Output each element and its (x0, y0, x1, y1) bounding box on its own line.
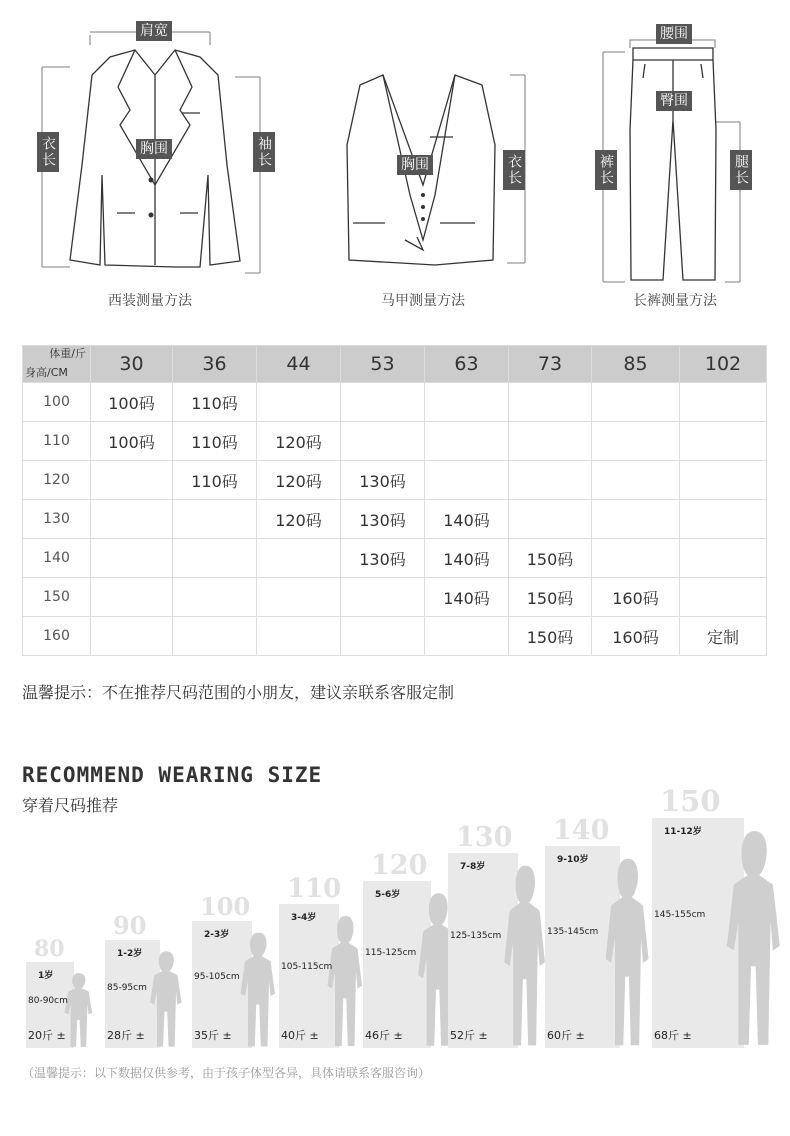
pants-length-label: 裤长 (595, 150, 617, 190)
age-label: 9-10岁 (557, 855, 589, 865)
weight-header: 44 (257, 346, 341, 383)
size-cell (592, 383, 680, 422)
table-corner-cell (23, 346, 91, 383)
size-cell (173, 617, 257, 656)
corner-weight-label: 体重/斤 (49, 347, 86, 360)
height-range-label: 85-95cm (107, 983, 147, 993)
suit-sleeve-label: 袖长 (253, 132, 275, 172)
table-row (23, 383, 767, 422)
size-cell (257, 578, 341, 617)
size-cell (680, 539, 767, 578)
size-cell: 160码 (592, 617, 680, 656)
size-cell (341, 422, 425, 461)
height-cell: 120 (23, 461, 91, 500)
size-cell (173, 578, 257, 617)
size-cell: 定制 (680, 617, 767, 656)
size-cell (592, 500, 680, 539)
age-label: 11-12岁 (664, 827, 702, 837)
weight-label: 40斤 ± (281, 1029, 319, 1042)
size-cell (91, 461, 173, 500)
size-table (22, 345, 767, 656)
size-number: 100 (200, 892, 251, 921)
weight-label: 20斤 ± (28, 1029, 66, 1042)
size-tip: 温馨提示：不在推荐尺码范围的小朋友，建议亲联系客服定制 (22, 683, 455, 702)
child-silhouette-icon (720, 828, 789, 1048)
size-cell: 110码 (173, 461, 257, 500)
size-number: 120 (371, 850, 428, 881)
size-cell (509, 383, 592, 422)
weight-header: 36 (173, 346, 257, 383)
table-row (23, 578, 767, 617)
size-cell: 130码 (341, 539, 425, 578)
size-cell (592, 422, 680, 461)
height-cell: 110 (23, 422, 91, 461)
table-row (23, 500, 767, 539)
height-range-label: 145-155cm (654, 910, 706, 920)
size-number: 80 (34, 936, 65, 962)
height-cell: 160 (23, 617, 91, 656)
weight-label: 46斤 ± (365, 1029, 403, 1042)
age-label: 1岁 (38, 971, 54, 981)
height-range-label: 115-125cm (365, 948, 417, 958)
size-cell: 140码 (425, 500, 509, 539)
size-cell (680, 500, 767, 539)
size-cell: 130码 (341, 500, 425, 539)
child-silhouette-icon (600, 856, 656, 1048)
suit-shoulder-label: 肩宽 (136, 21, 172, 41)
table-row (23, 422, 767, 461)
size-number: 140 (553, 815, 610, 846)
height-range-label: 95-105cm (194, 972, 240, 982)
recommend-title-en: RECOMMEND WEARING SIZE (22, 763, 323, 787)
size-cell (509, 461, 592, 500)
size-cell (425, 461, 509, 500)
height-range-label: 80-90cm (28, 996, 68, 1006)
height-cell: 150 (23, 578, 91, 617)
size-cell: 130码 (341, 461, 425, 500)
weight-label: 28斤 ± (107, 1029, 145, 1042)
size-cell: 100码 (91, 422, 173, 461)
size-cell (91, 539, 173, 578)
corner-height-label: 身高/CM (25, 366, 68, 379)
size-cell: 150码 (509, 539, 592, 578)
size-cell (257, 539, 341, 578)
size-cell (509, 500, 592, 539)
age-label: 1-2岁 (117, 949, 143, 959)
size-cell: 150码 (509, 578, 592, 617)
size-cell: 160码 (592, 578, 680, 617)
size-cell (680, 422, 767, 461)
height-cell: 100 (23, 383, 91, 422)
size-cell (341, 578, 425, 617)
size-cell (509, 422, 592, 461)
size-cell (91, 617, 173, 656)
age-label: 5-6岁 (375, 890, 401, 900)
size-cell: 110码 (173, 383, 257, 422)
size-cell (173, 500, 257, 539)
child-silhouette-icon (61, 972, 97, 1048)
vest-chest-label: 胸围 (397, 155, 433, 175)
suit-caption: 西装测量方法 (108, 293, 192, 309)
weight-label: 60斤 ± (547, 1029, 585, 1042)
size-cell: 100码 (91, 383, 173, 422)
size-cell (91, 578, 173, 617)
suit-chest-label: 胸围 (136, 139, 172, 159)
size-number: 90 (113, 911, 147, 940)
pants-waist-label: 腰围 (656, 24, 692, 44)
size-cell (91, 500, 173, 539)
size-number: 130 (456, 822, 513, 853)
size-cell (341, 617, 425, 656)
weight-label: 68斤 ± (654, 1029, 692, 1042)
child-silhouette-icon (323, 914, 368, 1048)
table-header-row (23, 346, 767, 383)
child-silhouette-icon (146, 950, 187, 1048)
size-cell (425, 617, 509, 656)
size-cell: 120码 (257, 461, 341, 500)
size-cell (257, 617, 341, 656)
height-range-label: 105-115cm (281, 962, 333, 972)
height-range-label: 125-135cm (450, 931, 502, 941)
table-row (23, 461, 767, 500)
size-cell: 140码 (425, 539, 509, 578)
age-label: 2-3岁 (204, 930, 230, 940)
size-cell (680, 461, 767, 500)
suit-length-label: 衣长 (37, 132, 59, 172)
weight-header: 53 (341, 346, 425, 383)
size-cell (257, 383, 341, 422)
age-label: 3-4岁 (291, 913, 317, 923)
size-cell (592, 461, 680, 500)
footnote: （温馨提示：以下数据仅供参考，由于孩子体型各异，具体请联系客服咨询） (22, 1066, 431, 1080)
weight-label: 52斤 ± (450, 1029, 488, 1042)
size-cell: 140码 (425, 578, 509, 617)
size-number: 150 (660, 784, 721, 818)
vest-caption: 马甲测量方法 (381, 293, 465, 309)
weight-header: 30 (91, 346, 173, 383)
height-cell: 140 (23, 539, 91, 578)
size-cell (680, 578, 767, 617)
table-row (23, 539, 767, 578)
pants-hip-label: 臀围 (656, 91, 692, 111)
height-range-label: 135-145cm (547, 927, 599, 937)
size-cell (592, 539, 680, 578)
vest-length-label: 衣长 (503, 150, 525, 190)
size-cell (680, 383, 767, 422)
size-cell: 150码 (509, 617, 592, 656)
child-silhouette-icon (236, 931, 281, 1048)
weight-label: 35斤 ± (194, 1029, 232, 1042)
size-cell: 120码 (257, 500, 341, 539)
size-number: 110 (287, 874, 342, 904)
size-cell (425, 383, 509, 422)
pants-leg-label: 腿长 (730, 150, 752, 190)
size-cell: 120码 (257, 422, 341, 461)
height-cell: 130 (23, 500, 91, 539)
size-cell (173, 539, 257, 578)
weight-header: 73 (509, 346, 592, 383)
recommend-title-cn: 穿着尺码推荐 (22, 796, 119, 815)
table-row (23, 617, 767, 656)
pants-caption: 长裤测量方法 (633, 293, 717, 309)
weight-header: 102 (680, 346, 767, 383)
weight-header: 63 (425, 346, 509, 383)
size-cell (425, 422, 509, 461)
weight-header: 85 (592, 346, 680, 383)
size-cell: 110码 (173, 422, 257, 461)
age-label: 7-8岁 (460, 862, 486, 872)
size-cell (341, 383, 425, 422)
